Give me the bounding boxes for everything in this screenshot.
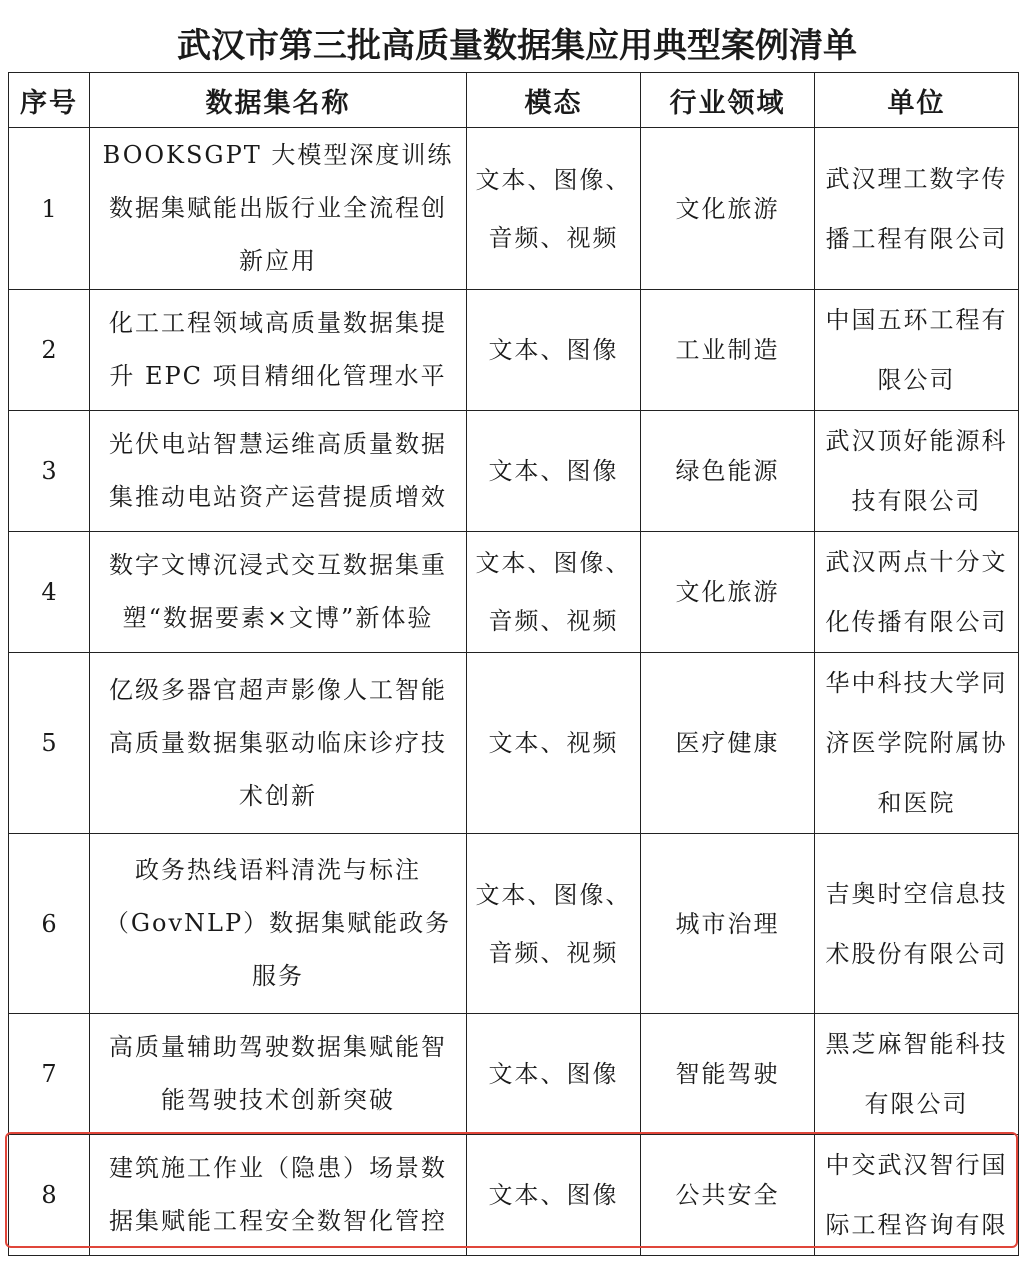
row-dataset-name: 政务热线语料清洗与标注（GovNLP）数据集赋能政务服务 (90, 834, 467, 1014)
table-header-row (9, 73, 1019, 128)
table-row (9, 653, 1019, 834)
row-dataset-name: 光伏电站智慧运维高质量数据集推动电站资产运营提质增效 (90, 411, 467, 532)
row-unit: 武汉顶好能源科技有限公司 (815, 411, 1019, 532)
row-unit: 华中科技大学同济医学院附属协和医院 (815, 653, 1019, 834)
row-industry: 医疗健康 (641, 653, 815, 834)
row-industry: 绿色能源 (641, 411, 815, 532)
row-industry: 城市治理 (641, 834, 815, 1014)
row-unit: 黑芝麻智能科技有限公司 (815, 1014, 1019, 1135)
header-modality: 模态 (467, 73, 641, 128)
header-unit: 单位 (815, 73, 1019, 128)
row-index: 5 (9, 653, 90, 834)
header-index: 序号 (9, 73, 90, 128)
row-dataset-name: 建筑施工作业（隐患）场景数据集赋能工程安全数智化管控 (90, 1135, 467, 1256)
row-modality: 文本、图像 (467, 1014, 641, 1135)
row-modality: 文本、图像 (467, 411, 641, 532)
table-row (9, 128, 1019, 290)
row-modality: 文本、图像、音频、视频 (467, 834, 641, 1014)
row-index: 6 (9, 834, 90, 1014)
row-dataset-name: 数字文博沉浸式交互数据集重塑“数据要素×文博”新体验 (90, 532, 467, 653)
table-row (9, 532, 1019, 653)
row-industry: 智能驾驶 (641, 1014, 815, 1135)
row-dataset-name: 高质量辅助驾驶数据集赋能智能驾驶技术创新突破 (90, 1014, 467, 1135)
table-row (9, 1135, 1019, 1256)
row-modality: 文本、图像、音频、视频 (467, 532, 641, 653)
row-modality: 文本、图像 (467, 1135, 641, 1256)
row-dataset-name: 亿级多器官超声影像人工智能高质量数据集驱动临床诊疗技术创新 (90, 653, 467, 834)
row-modality: 文本、图像、音频、视频 (467, 128, 641, 290)
row-index: 7 (9, 1014, 90, 1135)
row-unit: 武汉理工数字传播工程有限公司 (815, 128, 1019, 290)
header-name: 数据集名称 (90, 73, 467, 128)
row-unit: 吉奥时空信息技术股份有限公司 (815, 834, 1019, 1014)
row-industry: 公共安全 (641, 1135, 815, 1256)
table-row (9, 834, 1019, 1014)
row-unit: 中交武汉智行国际工程咨询有限 (815, 1135, 1019, 1256)
row-modality: 文本、图像 (467, 290, 641, 411)
row-dataset-name: BOOKSGPT 大模型深度训练数据集赋能出版行业全流程创新应用 (90, 128, 467, 290)
page-title: 武汉市第三批高质量数据集应用典型案例清单 (177, 26, 857, 66)
row-index: 3 (9, 411, 90, 532)
row-industry: 文化旅游 (641, 532, 815, 653)
row-unit: 中国五环工程有限公司 (815, 290, 1019, 411)
header-industry: 行业领域 (641, 73, 815, 128)
table-row (9, 1014, 1019, 1135)
row-modality: 文本、视频 (467, 653, 641, 834)
row-industry: 工业制造 (641, 290, 815, 411)
row-index: 4 (9, 532, 90, 653)
row-dataset-name: 化工工程领域高质量数据集提升 EPC 项目精细化管理水平 (90, 290, 467, 411)
row-industry: 文化旅游 (641, 128, 815, 290)
row-unit: 武汉两点十分文化传播有限公司 (815, 532, 1019, 653)
table-row (9, 411, 1019, 532)
row-index: 1 (9, 128, 90, 290)
row-index: 8 (9, 1135, 90, 1256)
case-list-table (8, 72, 1019, 1256)
table-row (9, 290, 1019, 411)
row-index: 2 (9, 290, 90, 411)
